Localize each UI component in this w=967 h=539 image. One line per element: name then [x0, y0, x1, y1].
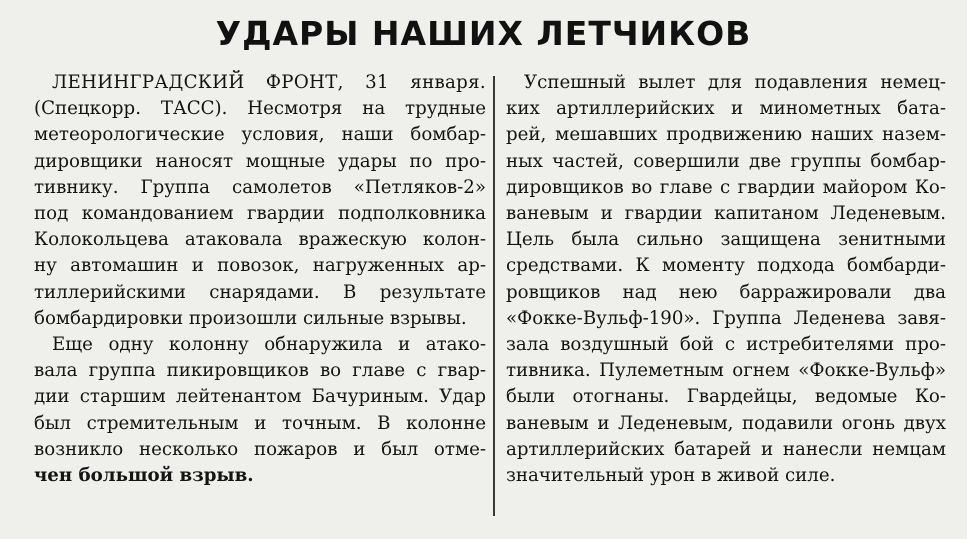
text-line: значительный урон в живой силе.	[506, 465, 836, 487]
text-line: тивнику. Группа самолетов «Петляков-2»	[34, 176, 486, 198]
text-line: ровщиков над нею барражировали два	[506, 281, 946, 303]
text-line: возникло несколько пожаров и был отме-	[34, 438, 486, 460]
text-line: под командованием гвардии подполковника	[34, 203, 486, 225]
text-line: дировщики наносят мощные удары по про-	[34, 150, 486, 172]
dateline: ЛЕНИНГРАДСКИЙ ФРОНТ, 31 января.	[52, 72, 486, 93]
text-line: Колокольцева атаковала вражескую колон-	[34, 229, 486, 251]
text-line: Еще одну колонну обнаружила и атако-	[52, 334, 486, 356]
text-line: вала группа пикировщиков во главе с гвар-	[34, 360, 486, 382]
left-column	[34, 70, 486, 489]
text-line: тивника. Пулеметным огнем «Фокке-Вульф»	[506, 360, 946, 382]
text-line: рей, мешавших продвижению наших назем-	[506, 124, 946, 146]
text-line: Успешный вылет для подавления немец-	[524, 72, 946, 93]
text-line: были отогнаны. Гвардейцы, ведомые Ко-	[506, 386, 946, 408]
text-line: ваневым и гвардии капитаном Леденевым.	[506, 203, 946, 225]
text-line: (Спецкорр. ТАСС). Несмотря на трудные	[34, 98, 486, 120]
text-line: артиллерийских батарей и нанесли немцам	[506, 438, 946, 460]
text-line: Цель была сильно защищена зенитными	[506, 229, 946, 251]
text-line: тиллерийскими снарядами. В результате	[34, 281, 486, 303]
text-line: дировщиков во главе с гвардии майором Ко-	[506, 176, 946, 198]
headline: УДАРЫ НАШИХ ЛЕТЧИКОВ	[215, 14, 752, 53]
text-line: бомбардировки произошли сильные взрывы.	[34, 307, 467, 329]
column-divider	[493, 76, 495, 516]
text-line: ких артиллерийских и минометных бата-	[506, 98, 946, 120]
text-line: ваневым и Леденевым, подавили огонь двух	[506, 412, 946, 434]
text-line: зала воздушный бой с истребителями про-	[506, 334, 946, 356]
text-line: ных частей, совершили две группы бомбар-	[506, 150, 946, 172]
text-line: чен большой взрыв.	[34, 465, 254, 487]
text-line: был стремительным и точным. В колонне	[34, 412, 486, 434]
text-line: метеорологические условия, наши бомбар-	[34, 124, 486, 146]
right-column	[506, 70, 946, 489]
text-line: ну автомашин и повозок, нагруженных ар-	[34, 255, 486, 277]
text-line: дии старшим лейтенантом Бачуриным. Удар	[34, 386, 486, 408]
text-line: средствами. К моменту подхода бомбарди-	[506, 255, 946, 277]
text-line: «Фокке-Вульф-190». Группа Леденева завя-	[506, 307, 946, 329]
